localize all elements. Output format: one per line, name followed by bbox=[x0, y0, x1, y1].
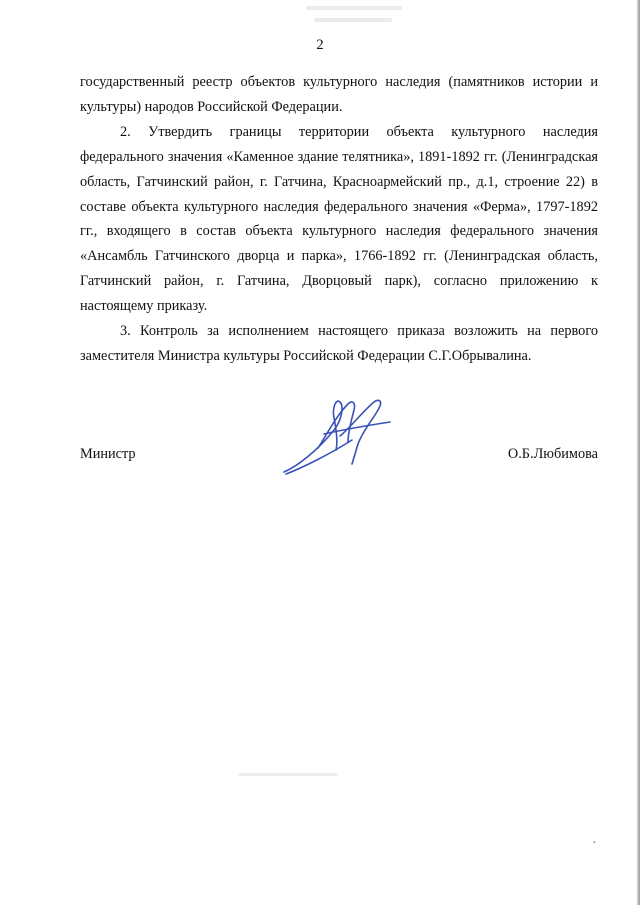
signer-name: О.Б.Любимова bbox=[507, 446, 598, 462]
scan-speck: • bbox=[593, 838, 596, 847]
show-through-mark bbox=[238, 772, 348, 778]
paragraph-continuation: государственный реестр объектов культурного наследия (памятников истории и культуры) народов Российской Федерации. bbox=[80, 74, 598, 115]
show-through-stamp bbox=[300, 2, 410, 28]
document-body bbox=[80, 70, 598, 369]
handwritten-signature-icon bbox=[278, 388, 398, 478]
page-number: 2 bbox=[316, 37, 324, 53]
paragraph-item-3: 3. Контроль за исполнением настоящего приказа возложить на первого заместителя Министра культуры Российской Федерации С.Г.Обрывалина. bbox=[80, 323, 598, 364]
paragraph-item-2: 2. Утвердить границы территории объекта культурного наследия федерального значения «Каменное здание телятника», 1891-1892 гг. (Ленинградская область, Гатчинский район, г. Гатчина, Красноармейский пр., д.1, строение 22) в составе объекта культурного наследия федерального значения «Ферма», 1797-1892 гг., входящего в состав объекта культурного наследия федерального значения «Ансамбль Гатчинского дворца и парка», 1766-1892 гг. (Ленинградская область, Гатчинский район, г. Гатчина, Дворцовый парк), согласно приложению к настоящему приказу. bbox=[80, 123, 598, 315]
signer-title: Министр bbox=[80, 446, 136, 462]
